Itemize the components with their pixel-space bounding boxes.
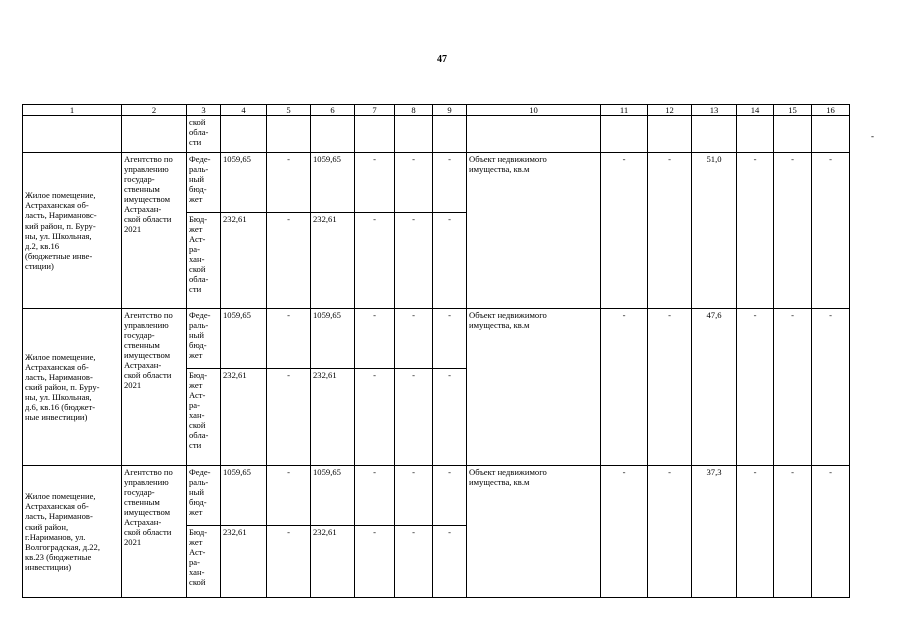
object-description: Жилое помещение, Астраханская об- ласть, Нариманов- ский район, г.Нариманов, ул. Волгоградская, д.22, кв.23 (бюджетные инвестиции)	[23, 466, 122, 598]
header-cell: 10	[467, 105, 601, 116]
value-cell: -	[774, 153, 812, 309]
responsible-agency: Агентство по управлению государ- ственным имуществом Астрахан- ской области 2021	[122, 309, 187, 466]
page-number: 47	[437, 54, 447, 65]
header-row	[23, 105, 850, 116]
header-cell: 2	[122, 105, 187, 116]
responsible-agency: Агентство по управлению государ- ственным имуществом Астрахан- ской области 2021	[122, 153, 187, 309]
header-cell: 9	[433, 105, 467, 116]
header-cell: 7	[355, 105, 395, 116]
value-cell: 232,61	[311, 213, 355, 309]
value-cell: -	[433, 213, 467, 309]
value-cell: -	[395, 526, 433, 598]
continuation-source: ской обла- сти	[187, 116, 221, 153]
value-cell: -	[433, 526, 467, 598]
header-cell: 1	[23, 105, 122, 116]
value-cell: 1059,65	[221, 466, 267, 526]
value-cell: -	[267, 466, 311, 526]
value-cell: 1059,65	[311, 153, 355, 213]
value-cell: -	[648, 153, 692, 309]
value-cell: 1059,65	[221, 153, 267, 213]
value-cell: -	[812, 153, 850, 309]
value-cell: -	[601, 309, 648, 466]
funding-source: Феде- раль- ный бюд- жет	[187, 466, 221, 526]
value-cell: 232,61	[221, 213, 267, 309]
object-description: Жилое помещение, Астраханская об- ласть, Наримановс- кий район, п. Буру- ны, ул. Школьная, д.2, кв.16 (бюджетные инве- стиции)	[23, 153, 122, 309]
header-cell: 8	[395, 105, 433, 116]
value-cell: -	[737, 466, 774, 598]
value-cell: -	[737, 309, 774, 466]
value-cell: -	[812, 309, 850, 466]
funding-source: Бюд- жет Аст- ра- хан- ской	[187, 526, 221, 598]
value-cell: 1059,65	[311, 309, 355, 369]
value-cell: 232,61	[221, 526, 267, 598]
value-cell: 47,6	[692, 309, 737, 466]
value-cell: -	[355, 213, 395, 309]
value-cell: 232,61	[221, 369, 267, 466]
header-cell: 15	[774, 105, 812, 116]
value-cell: -	[812, 466, 850, 598]
table-row	[23, 466, 850, 526]
table-row	[23, 309, 850, 369]
margin-mark: -	[871, 131, 874, 141]
value-cell: -	[648, 309, 692, 466]
table-row	[23, 153, 850, 213]
funding-source: Феде- раль- ный бюд- жет	[187, 153, 221, 213]
header-cell: 13	[692, 105, 737, 116]
continuation-row	[23, 116, 850, 153]
value-cell: -	[395, 153, 433, 213]
value-cell: 1059,65	[311, 466, 355, 526]
value-cell: -	[267, 369, 311, 466]
header-cell: 5	[267, 105, 311, 116]
budget-table	[22, 104, 850, 598]
value-cell: -	[355, 466, 395, 526]
value-cell: -	[774, 309, 812, 466]
header-cell: 12	[648, 105, 692, 116]
value-cell: -	[395, 213, 433, 309]
header-cell: 16	[812, 105, 850, 116]
value-cell: 51,0	[692, 153, 737, 309]
value-cell: -	[355, 526, 395, 598]
value-cell: -	[433, 466, 467, 526]
result-indicator: Объект недвижимого имущества, кв.м	[467, 153, 601, 309]
header-cell: 6	[311, 105, 355, 116]
object-description: Жилое помещение, Астраханская об- ласть, Нариманов- ский район, п. Буру- ны, ул. Школьная, д.6, кв.16 (бюджет- ные инвестиции)	[23, 309, 122, 466]
value-cell: 37,3	[692, 466, 737, 598]
value-cell: -	[267, 213, 311, 309]
value-cell: 232,61	[311, 369, 355, 466]
value-cell: -	[433, 153, 467, 213]
value-cell: -	[267, 526, 311, 598]
funding-source: Бюд- жет Аст- ра- хан- ской обла- сти	[187, 369, 221, 466]
value-cell: -	[737, 153, 774, 309]
result-indicator: Объект недвижимого имущества, кв.м	[467, 309, 601, 466]
result-indicator: Объект недвижимого имущества, кв.м	[467, 466, 601, 598]
value-cell: -	[267, 309, 311, 369]
value-cell: -	[267, 153, 311, 213]
responsible-agency: Агентство по управлению государ- ственным имуществом Астрахан- ской области 2021	[122, 466, 187, 598]
header-cell: 11	[601, 105, 648, 116]
value-cell: -	[395, 369, 433, 466]
value-cell: -	[433, 309, 467, 369]
value-cell: -	[355, 153, 395, 213]
value-cell: -	[395, 466, 433, 526]
value-cell: -	[774, 466, 812, 598]
value-cell: -	[601, 153, 648, 309]
value-cell: -	[433, 369, 467, 466]
funding-source: Феде- раль- ный бюд- жет	[187, 309, 221, 369]
value-cell: 232,61	[311, 526, 355, 598]
value-cell: -	[355, 369, 395, 466]
header-cell: 4	[221, 105, 267, 116]
value-cell: -	[601, 466, 648, 598]
value-cell: -	[648, 466, 692, 598]
table-body	[23, 105, 850, 598]
header-cell: 14	[737, 105, 774, 116]
value-cell: -	[355, 309, 395, 369]
value-cell: 1059,65	[221, 309, 267, 369]
funding-source: Бюд- жет Аст- ра- хан- ской обла- сти	[187, 213, 221, 309]
value-cell: -	[395, 309, 433, 369]
header-cell: 3	[187, 105, 221, 116]
